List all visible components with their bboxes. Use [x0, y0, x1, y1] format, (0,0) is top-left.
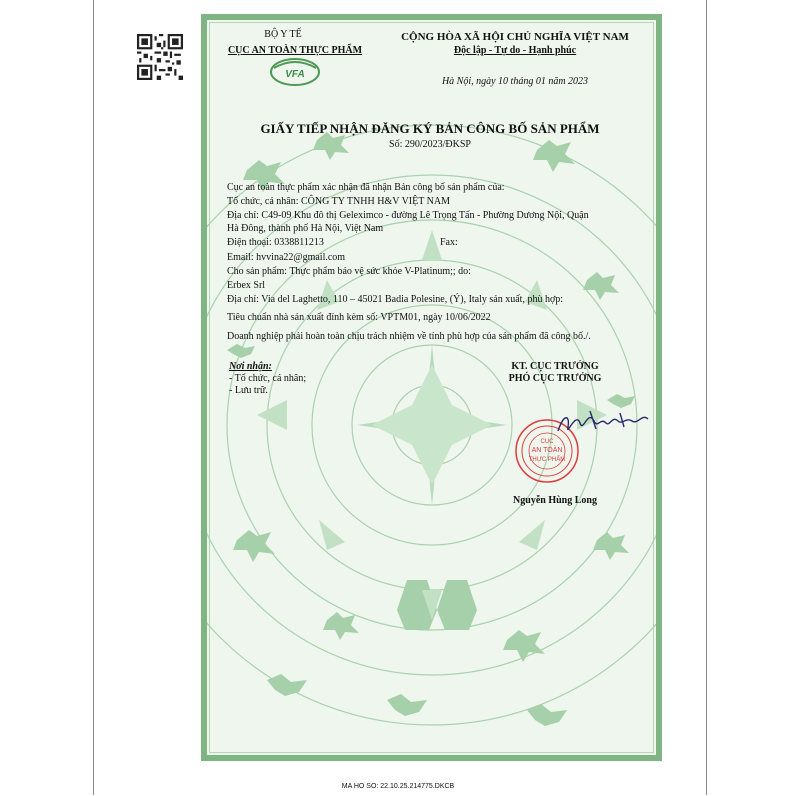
manufacturer-line: Erbex Srl	[227, 280, 266, 291]
seal-text: AN TOÀN	[531, 447, 563, 454]
signer-role-2: PHÓ CỤC TRƯỞNG	[508, 373, 602, 384]
address-line-2: Hà Đông, thành phố Hà Nội, Việt Nam	[227, 223, 384, 234]
document-number: Số: 290/2023/ĐKSP	[389, 139, 471, 150]
nation-motto: Độc lập - Tự do - Hạnh phúc	[453, 45, 577, 56]
file-code-footer: MA HO SO: 22.10.25.214775.DKCB	[341, 783, 455, 790]
address-line-1: Địa chỉ: C49-09 Khu đô thị Geleximco - đường Lê Trọng Tấn - Phường Dương Nội, Quận	[227, 210, 589, 221]
agency-name: CỤC AN TOÀN THỰC PHẨM	[227, 45, 363, 56]
logo-text: VFA	[285, 69, 305, 80]
ministry-name: BỘ Y TẾ	[264, 29, 302, 40]
signer-name: Nguyễn Hùng Long	[513, 495, 597, 506]
phone-line: Điện thoại: 0338811213	[227, 237, 324, 248]
recipient-item: - Tổ chức, cá nhân;	[229, 373, 307, 384]
document-title: GIẤY TIẾP NHẬN ĐĂNG KÝ BẢN CÔNG BỐ SẢN PHẨM	[260, 121, 600, 136]
manufacturer-address: Địa chỉ: Via del Laghetto, 110 – 45021 Badia Polesine, (Ý), Italy sản xuất, phù hợp:	[227, 294, 564, 305]
responsibility-line: Doanh nghiệp phải hoàn toàn chịu trách nhiệm về tính phù hợp của sản phẩm đã công bố./.	[227, 331, 591, 342]
place-date: Hà Nội, ngày 10 tháng 01 năm 2023	[441, 76, 589, 87]
recipient-item: - Lưu trữ.	[229, 385, 268, 396]
product-line: Cho sản phẩm: Thực phẩm bảo vệ sức khỏe V-Platinum;; do:	[227, 266, 471, 277]
nation-title: CỘNG HÒA XÃ HỘI CHỦ NGHĨA VIỆT NAM	[401, 31, 629, 43]
email-line: Email: hvvina22@gmail.com	[227, 252, 346, 263]
intro-text: Cục an toàn thực phẩm xác nhận đã nhận Bản công bố sản phẩm của:	[227, 182, 505, 193]
vfa-logo-icon	[268, 54, 322, 88]
recipients-heading: Nơi nhận:	[229, 361, 272, 372]
standard-line: Tiêu chuẩn nhà sản xuất đính kèm số: VPTM01, ngày 10/06/2022	[227, 312, 491, 323]
seal-text: CỤC	[540, 439, 554, 445]
organization-line: Tổ chức, cá nhân: CÔNG TY TNHH H&V VIỆT NAM	[227, 196, 450, 207]
signer-role-1: KT. CỤC TRƯỞNG	[511, 361, 599, 372]
signature-icon	[550, 403, 660, 443]
qr-code-icon	[137, 34, 183, 80]
seal-text: THỰC PHẨM	[528, 457, 566, 463]
fax-line: Fax:	[440, 237, 458, 248]
